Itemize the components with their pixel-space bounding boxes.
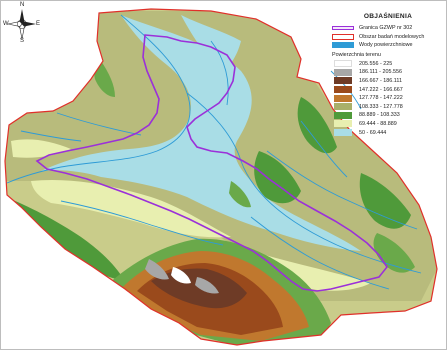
- elevation-class: [332, 94, 444, 103]
- elevation-class: [332, 102, 444, 111]
- legend-item-water: [332, 41, 444, 50]
- elevation-swatch: [334, 120, 352, 127]
- legend-item-label: Wody powierzchniowe: [359, 42, 413, 49]
- elevation-swatch: [334, 86, 352, 93]
- elevation-ramp: [332, 60, 444, 137]
- elevation-swatch: [334, 69, 352, 76]
- map-legend: [332, 13, 444, 137]
- legend-item-label: Granica GZWP nr 302: [359, 25, 413, 32]
- legend-item-model-area: [332, 33, 444, 42]
- elevation-label: 69.444 - 88.889: [359, 120, 397, 127]
- elevation-label: 127.778 - 147.222: [359, 95, 403, 102]
- elevation-label: 88.889 - 108.333: [359, 112, 400, 119]
- elevation-swatch: [334, 103, 352, 110]
- model-boundary-symbol: [332, 34, 354, 40]
- elevation-class: [332, 77, 444, 86]
- compass-e-label: E: [36, 21, 41, 27]
- elevation-class: [332, 128, 444, 137]
- elevation-swatch: [334, 77, 352, 84]
- elevation-label: 205.556 - 225: [359, 60, 393, 67]
- north-arrow: [5, 3, 39, 45]
- elevation-swatch: [334, 60, 352, 67]
- elevation-label: 186.111 - 205.556: [359, 69, 402, 76]
- legend-item-gzwp: [332, 24, 444, 33]
- elevation-label: 166.667 - 186.111: [359, 77, 402, 84]
- gzwp-boundary-symbol: [332, 26, 354, 30]
- elevation-label: 108.333 - 127.778: [359, 103, 403, 110]
- elevation-class: [332, 85, 444, 94]
- elevation-swatch: [334, 129, 352, 136]
- legend-elevation-title: Powierzchnia terenu: [332, 51, 381, 58]
- compass-w-label: W: [3, 21, 9, 27]
- elevation-class: [332, 68, 444, 77]
- compass-n-label: N: [20, 2, 25, 8]
- elevation-class: [332, 60, 444, 69]
- water-symbol: [332, 42, 354, 48]
- elevation-swatch: [334, 95, 352, 102]
- legend-item-label: Obszar badań modelowych: [359, 33, 425, 40]
- legend-title: OBJAŚNIENIA: [363, 13, 413, 20]
- elevation-label: 50 - 69.444: [359, 129, 387, 136]
- elevation-swatch: [334, 112, 352, 119]
- elevation-class: [332, 111, 444, 120]
- elevation-label: 147.222 - 166.667: [359, 86, 403, 93]
- elevation-class: [332, 120, 444, 129]
- compass-s-label: S: [20, 38, 25, 44]
